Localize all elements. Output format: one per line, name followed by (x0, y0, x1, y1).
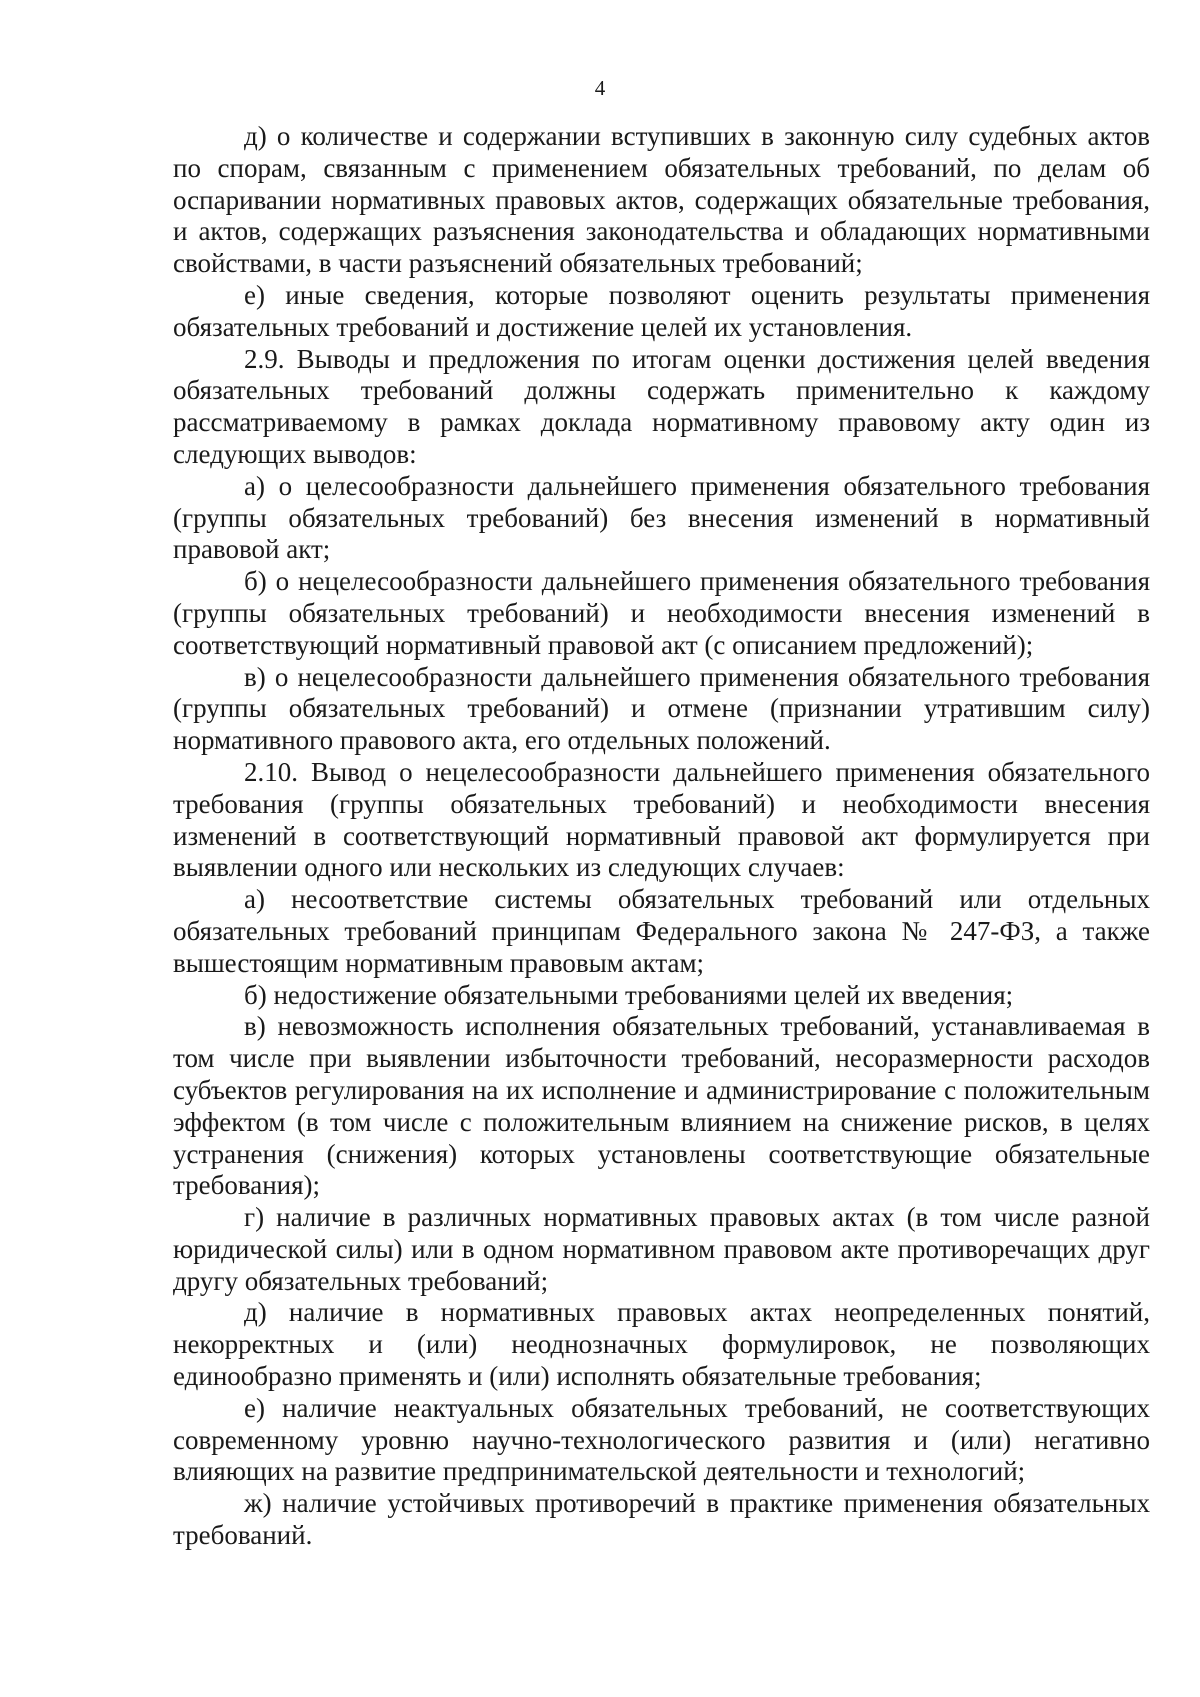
paragraph-case-v-impossibility: в) невозможность исполнения обязательных требований, устанавливаемая в том числе при выявлении избыточности требований, несоразмерности расходов субъектов регулирования на их исполнение и администрирование с положительным эффектом (в том числе с положительным влиянием на снижение рисков, в целях устранения (снижения) которых установлены соответствующие обязательные требования); (173, 1011, 1150, 1201)
paragraph-item-v-repeal: в) о нецелесообразности дальнейшего применения обязательного требования (группы обязательных требований) и отмене (признании утратившим силу) нормативного правового акта, его отдельных положений. (173, 661, 1150, 756)
paragraph-case-a-nonconformity: а) несоответствие системы обязательных требований или отдельных обязательных требований принципам Федерального закона № 247-ФЗ, а также вышестоящим нормативным правовым актам; (173, 884, 1150, 978)
page-number: 4 (594, 76, 606, 100)
document-body (173, 121, 1150, 1552)
paragraph-item-b-amend: б) о нецелесообразности дальнейшего применения обязательного требования (группы обязательных требований) и необходимости внесения изменений в соответствующий нормативный правовой акт (с описанием предложений); (173, 566, 1150, 660)
paragraph-case-g-contradiction: г) наличие в различных нормативных правовых актах (в том числе разной юридической силы) или в одном нормативном правовом акте противоречащих друг другу обязательных требований; (173, 1202, 1150, 1296)
paragraph-section-2-9: 2.9. Выводы и предложения по итогам оценки достижения целей введения обязательных требований должны содержать применительно к каждому рассматриваемому в рамках доклада нормативному правовому акту один из следующих выводов: (173, 343, 1150, 469)
paragraph-item-a-expedient: а) о целесообразности дальнейшего применения обязательного требования (группы обязательных требований) без внесения изменений в нормативный правовой акт; (173, 470, 1150, 565)
paragraph-section-2-10: 2.10. Вывод о нецелесообразности дальнейшего применения обязательного требования (группы обязательных требований) и необходимости внесения изменений в соответствующий нормативный правовой акт формулируется при выявлении одного или нескольких из следующих случаев: (173, 756, 1150, 883)
paragraph-case-zh-practice: ж) наличие устойчивых противоречий в практике применения обязательных требований. (173, 1488, 1150, 1551)
paragraph-case-d-ambiguity: д) наличие в нормативных правовых актах неопределенных понятий, некорректных и (или) неоднозначных формулировок, не позволяющих единообразно применять и (или) исполнять обязательные требования; (173, 1297, 1150, 1392)
paragraph-item-d-court-acts: д) о количестве и содержании вступивших в законную силу судебных актов по спорам, связанным с применением обязательных требований, по делам об оспаривании нормативных правовых актов, содержащих обязательные требования, и актов, содержащих разъяснения законодательства и обладающих нормативными свойствами, в части разъяснений обязательных требований; (173, 121, 1150, 279)
paragraph-item-e-other-info: е) иные сведения, которые позволяют оценить результаты применения обязательных требований и достижение целей их установления. (173, 279, 1150, 342)
paragraph-case-e-outdated: е) наличие неактуальных обязательных требований, не соответствующих современному уровню научно-технологического развития и (или) негативно влияющих на развитие предпринимательской деятельности и технологий; (173, 1392, 1150, 1487)
paragraph-case-b-goals-not-met: б) недостижение обязательными требованиями целей их введения; (244, 979, 1014, 1010)
